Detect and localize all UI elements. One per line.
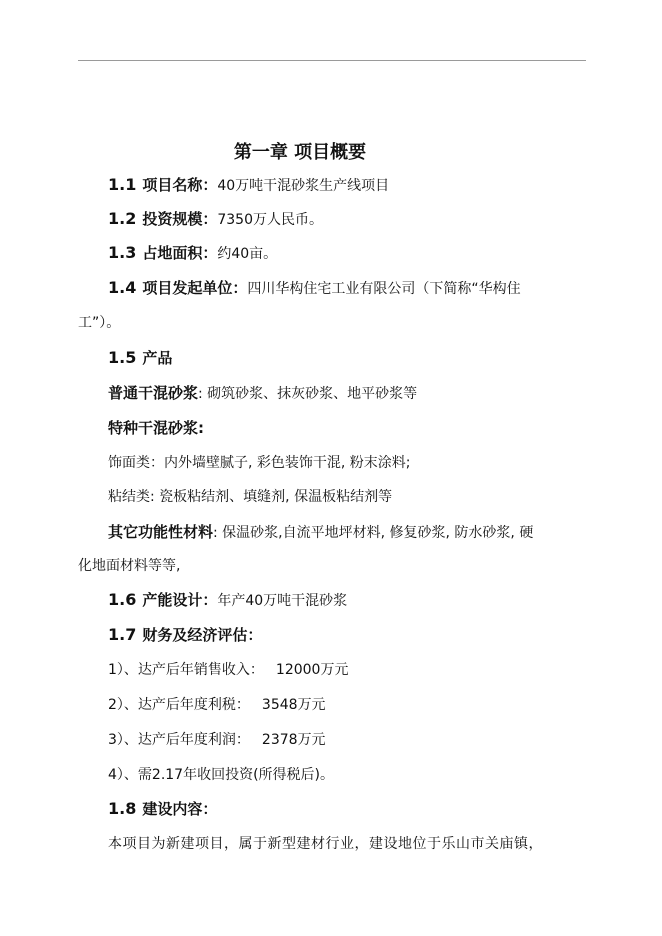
product-label: 特种干混砂浆: [108, 419, 204, 437]
section-1-7 [108, 625, 262, 646]
section-1-1 [108, 175, 389, 196]
product-normal [108, 383, 417, 404]
chapter-title: 第一章 项目概要 [233, 142, 367, 163]
section-number: 1.4 [108, 278, 137, 297]
product-special [108, 418, 204, 439]
section-1-2 [108, 209, 323, 230]
section-label: 投资规模： [142, 210, 218, 228]
section-label: 项目名称： [142, 176, 218, 194]
section-label: 项目发起单位： [142, 279, 248, 297]
section-1-3 [108, 243, 277, 264]
section-1-6 [108, 590, 347, 611]
finance-unit: 万元 [320, 662, 349, 678]
section-1-8 [108, 799, 217, 820]
product-label: 其它功能性材料 [108, 523, 214, 541]
section-1-4 [108, 278, 521, 299]
finance-prefix: 3）、达产后年度利润： [108, 732, 250, 748]
finance-item-1 [108, 660, 348, 680]
product-label: 普通干混砂浆 [108, 384, 199, 402]
finance-unit: 万元 [297, 732, 326, 748]
section-number: 1.6 [108, 590, 137, 609]
section-number: 1.8 [108, 799, 137, 818]
section-number: 1.2 [108, 209, 137, 228]
section-label: 产能设计： [142, 591, 218, 609]
section-label: 建设内容： [142, 800, 218, 818]
finance-prefix: 1）、达产后年销售收入： [108, 662, 264, 678]
product-decor: 饰面类：内外墙壁腻子, 彩色装饰干混, 粉末涂料; [108, 455, 411, 471]
finance-item-3 [108, 730, 326, 750]
section-number: 1.1 [108, 175, 137, 194]
section-value: 四川华构住宅工业有限公司（下简称“华构住 [247, 281, 521, 297]
finance-amount: 2378 [261, 732, 298, 748]
section-label: 财务及经济评估： [142, 626, 263, 644]
finance-item-2 [108, 695, 326, 715]
finance-amount: 12000 [275, 662, 321, 678]
section-value: 7350万人民币。 [217, 212, 323, 228]
finance-prefix: 2）、达产后年度利税： [108, 697, 250, 713]
section-label: 产品 [142, 349, 173, 367]
finance-suffix: 年收回投资(所得税后)。 [183, 767, 335, 783]
product-bond: 粘结类: 瓷板粘结剂、填缝剂, 保温板粘结剂等 [108, 489, 393, 505]
product-other-continued: 化地面材料等等, [78, 558, 181, 574]
section-label: 占地面积： [142, 244, 218, 262]
finance-prefix: 4）、需 [108, 767, 152, 783]
section-number: 1.5 [108, 348, 137, 367]
body-paragraph: 本项目为新建项目，属于新型建材行业，建设地位于乐山市关庙镇， [108, 836, 543, 852]
finance-unit: 万元 [297, 697, 326, 713]
product-other [108, 522, 533, 543]
product-value: : 砌筑砂浆、抹灰砂浆、地平砂浆等 [198, 386, 418, 402]
finance-amount: 3548 [261, 697, 298, 713]
section-1-4-continued: 工”）。 [78, 315, 121, 331]
section-value: 约40亩。 [217, 246, 278, 262]
section-value: 年产40万吨干混砂浆 [217, 593, 348, 609]
section-number: 1.7 [108, 625, 137, 644]
section-number: 1.3 [108, 243, 137, 262]
product-value: : 保温砂浆,自流平地坪材料, 修复砂浆, 防水砂浆, 硬 [213, 525, 534, 541]
section-value: 40万吨干混砂浆生产线项目 [217, 178, 390, 194]
section-1-5 [108, 348, 172, 369]
finance-amount: 2.17 [151, 767, 184, 783]
finance-item-4 [108, 765, 334, 785]
header-rule [78, 60, 586, 61]
